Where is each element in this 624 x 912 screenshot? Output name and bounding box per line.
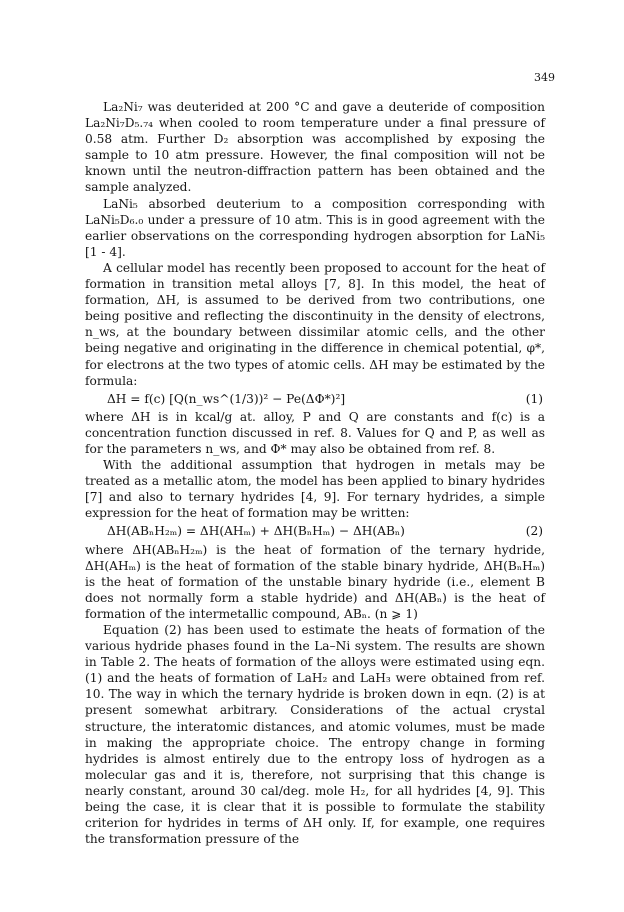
equation-2-expression: ΔH(ABₙH₂ₘ) = ΔH(AHₘ) + ΔH(BₙHₘ) − ΔH(ABₙ) <box>107 524 405 539</box>
paragraph-where-delta-h: where ΔH is in kcal/g at. alloy, P and Q are constants and f(c) is a concentration function discussed in ref. 8. Values for Q and P, as well as for the parameters n_ws, and Φ* may also be obtained from ref. 8. <box>85 409 545 456</box>
paragraph-la2ni7: La₂Ni₇ was deuterided at 200 °C and gave a deuteride of composition La₂Ni₇D₅.₇₄ when cooled to room temperature under a final pressure of 0.58 atm. Further D₂ absorption was accomplished by exposing the sample to 10 atm pressure. However, the final composition will not be known until the neutron-diffraction pattern has been obtained and the sample analyzed. <box>85 100 545 195</box>
equation-2 <box>85 523 545 539</box>
equation-1 <box>85 391 545 407</box>
article-body <box>85 99 545 847</box>
paragraph-where-ternary: where ΔH(ABₙH₂ₘ) is the heat of formation of the ternary hydride, ΔH(AHₘ) is the heat of formation of the stable binary hydride, ΔH(BₙHₘ) is the heat of formation of the unstable binary hydride (i.e., element B does not normally form a stable hydride) and ΔH(ABₙ) is the heat of formation of the intermetallic compound, ABₙ. (n ⩾ 1) <box>85 542 545 621</box>
paragraph-cellular-model: A cellular model has recently been proposed to account for the heat of formation in transition metal alloys [7, 8]. In this model, the heat of formation, ΔH, is assumed to be derived from two contributions, one being positive and reflecting the discontinuity in the density of electrons, n_ws, at the boundary between dissimilar atomic cells, and the other being negative and originating in the difference in chemical potential, φ*, for electrons at the two types of atomic cells. ΔH may be estimated by the formula: <box>85 260 545 388</box>
equation-2-number: (2) <box>525 524 543 539</box>
page-number: 349 <box>534 71 555 84</box>
paragraph-hydrogen-assumption: With the additional assumption that hydrogen in metals may be treated as a metallic atom, the model has been applied to binary hydrides [7] and also to ternary hydrides [4, 9]. For ternary hydrides, a simple expression for the heat of formation may be written: <box>85 458 545 521</box>
equation-1-expression: ΔH = f(c) [Q(n_ws^(1/3))² − Pe(ΔΦ*)²] <box>107 391 346 406</box>
equation-1-number: (1) <box>525 391 543 406</box>
paragraph-lani5: LaNi₅ absorbed deuterium to a composition corresponding with LaNi₅D₆.₀ under a pressure of 10 atm. This is in good agreement with the earlier observations on the corresponding hydrogen absorption for LaNi₅ [1 - 4]. <box>85 196 545 259</box>
paragraph-equation-2-usage: Equation (2) has been used to estimate the heats of formation of the various hydride phases found in the La–Ni system. The results are shown in Table 2. The heats of formation of the alloys were estimated using eqn. (1) and the heats of formation of LaH₂ and LaH₃ were obtained from ref. 10. The way in which the ternary hydride is broken down in eqn. (2) is at present somewhat arbitrary. Considerations of the actual crystal structure, the interatomic distances, and atomic volumes, must be made in making the appropriate choice. The entropy change in forming hydrides is almost entirely due to the entropy loss of hydrogen as a molecular gas and it is, therefore, not surprising that this change is nearly constant, around 30 cal/deg. mole H₂, for all hydrides [4, 9]. This being the case, it is clear that it is possible to formulate the stability criterion for hydrides in terms of ΔH only. If, for example, one requires the transformation pressure of the <box>85 623 545 847</box>
